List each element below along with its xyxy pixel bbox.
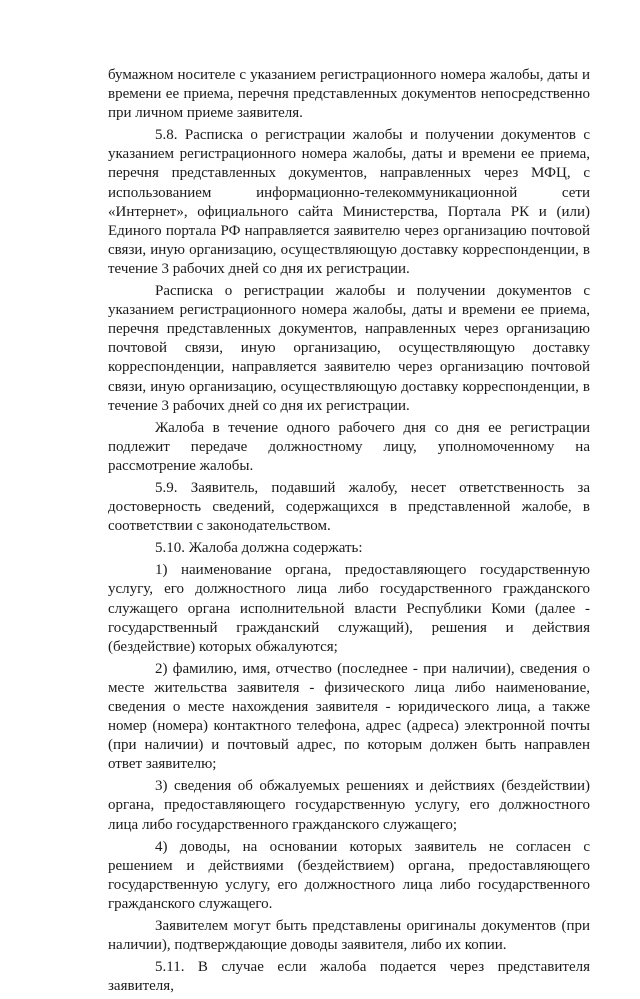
paragraph-originals: Заявителем могут быть представлены оригиналы документов (при наличии), подтверждающие доводы заявителя, либо их копии. xyxy=(108,918,590,954)
document-page xyxy=(108,66,590,999)
list-item-4: 4) доводы, на основании которых заявитель не согласен с решением и действиями (бездействием) органа, предоставляющего государственную услугу, его должностного лица либо государственного гражданского служащего. xyxy=(108,838,590,912)
paragraph-receipt-postal: Расписка о регистрации жалобы и получении документов с указанием регистрационного номера жалобы, даты и времени ее приема, перечня представленных документов, направленных через организацию почтовой связи, иную организацию, осуществляющую доставку корреспонденции, направляется заявителю через организацию почтовой связи, иную организацию, осуществляющую доставку корреспонденции, в течение 3 рабочих дней со дня их регистрации. xyxy=(108,283,590,414)
paragraph-5-11: 5.11. В случае если жалоба подается через представителя заявителя, xyxy=(108,959,590,995)
paragraph-5-9: 5.9. Заявитель, подавший жалобу, несет ответственность за достоверность сведений, содержащихся в представленной жалобе, в соответствии с законодательством. xyxy=(108,479,590,535)
paragraph-transfer-official: Жалоба в течение одного рабочего дня со дня ее регистрации подлежит передаче должностному лицу, уполномоченному на рассмотрение жалобы. xyxy=(108,419,590,474)
list-item-3: 3) сведения об обжалуемых решениях и действиях (бездействии) органа, предоставляющего государственную услугу, его должностного лица либо государственного гражданского служащего; xyxy=(108,778,590,833)
paragraph-5-10: 5.10. Жалоба должна содержать: xyxy=(155,540,363,557)
list-item-1: 1) наименование органа, предоставляющего государственную услугу, его должностного лица либо государственного гражданского служащего органа исполнительной власти Республики Коми (далее - государственный гражданский служащий), решения и действия (бездействие) которых обжалуются; xyxy=(108,562,590,655)
paragraph-continuation: бумажном носителе с указанием регистрационного номера жалобы, даты и времени ее приема, перечня представленных документов непосредственно при личном приеме заявителя. xyxy=(108,67,590,122)
paragraph-5-8: 5.8. Расписка о регистрации жалобы и получении документов с указанием регистрационного номера жалобы, даты и времени ее приема, перечня представленных документов, направленных через МФЦ, с использованием информационно-телекоммуникационной сети «Интернет», официального сайта Министерства, Портала РК и (или) Единого портала РФ направляется заявителю через организацию почтовой связи, иную организацию, осуществляющую доставку корреспонденции, в течение 3 рабочих дней со дня их регистрации. xyxy=(108,127,590,277)
list-item-2: 2) фамилию, имя, отчество (последнее - при наличии), сведения о месте жительства заявителя - физического лица либо наименование, сведения о месте нахождения заявителя - юридического лица, а также номер (номера) контактного телефона, адрес (адреса) электронной почты (при наличии) и почтовый адрес, по которым должен быть направлен ответ заявителю; xyxy=(108,660,590,773)
